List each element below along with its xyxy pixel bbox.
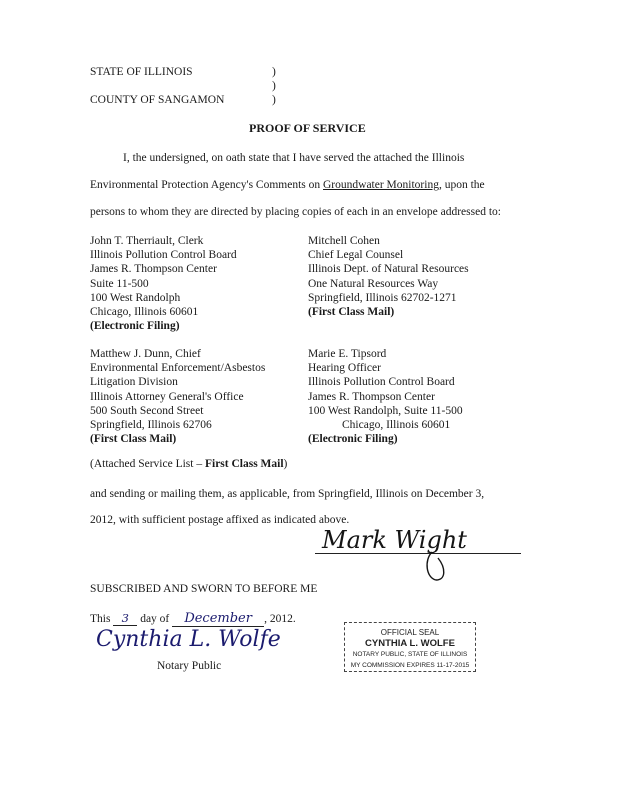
address-line: Springfield, Illinois 62702-1271 [308, 291, 457, 304]
body-line-1: I, the undersigned, on oath state that I have served the attached the Illinois [123, 152, 465, 164]
address-line: Mitchell Cohen [308, 235, 380, 247]
caption-paren: ) [272, 80, 276, 92]
address-line: Chief Legal Counsel [308, 249, 404, 262]
address-line: Illinois Pollution Control Board [90, 249, 237, 262]
this-label: This [90, 613, 111, 625]
day-of-label: day of [140, 613, 170, 625]
notary-signature: Cynthia L. Wolfe [96, 627, 281, 652]
address-line: James R. Thompson Center [90, 263, 217, 276]
delivery-method: (First Class Mail) [90, 433, 177, 446]
address-line: 100 West Randolph [90, 291, 181, 304]
address-line: Environmental Enforcement/Asbestos [90, 362, 266, 375]
delivery-method: (Electronic Filing) [308, 433, 398, 446]
address-line: Illinois Attorney General's Office [90, 390, 244, 403]
attached-pre: (Attached Service List – [90, 458, 205, 470]
address-line: James R. Thompson Center [308, 390, 435, 403]
attached-method: First Class Mail [204, 458, 284, 470]
signature-flourish [420, 550, 450, 584]
address-line: Hearing Officer [308, 362, 381, 375]
recipient-block-cohen [308, 234, 469, 319]
address-line: Litigation Division [90, 376, 178, 389]
address-line: Springfield, Illinois 62706 [90, 419, 212, 432]
address-line: Matthew J. Dunn, Chief [90, 348, 201, 360]
body-line-2-pre: Environmental Protection Agency's Comments on [90, 179, 323, 191]
address-line: Marie E. Tipsord [308, 348, 387, 360]
body-line-2 [90, 179, 485, 191]
attached-service-list [90, 458, 287, 470]
day-value: 3 [113, 611, 137, 626]
notary-public-label: Notary Public [157, 660, 222, 672]
seal-line: OFFICIAL SEAL [380, 628, 440, 637]
document-title-link: Groundwater Monitoring [323, 179, 439, 191]
subscribed-line: SUBSCRIBED AND SWORN TO BEFORE ME [90, 583, 318, 595]
month-value: December [172, 611, 264, 627]
notary-date-line [90, 611, 296, 627]
closing-line-1: and sending or mailing them, as applicable, from Springfield, Illinois on December 3, [90, 488, 485, 500]
address-line: One Natural Resources Way [308, 277, 439, 290]
address-line: Chicago, Illinois 60601 [90, 306, 199, 319]
address-line: Suite 11-500 [90, 277, 149, 290]
body-line-2-post: , upon the [438, 179, 485, 191]
official-seal-stamp [344, 622, 476, 672]
seal-line: MY COMMISSION EXPIRES 11-17-2015 [350, 662, 470, 669]
recipient-block-tipsord [308, 347, 463, 446]
year-label: , 2012. [264, 613, 296, 625]
delivery-method: (Electronic Filing) [90, 320, 180, 333]
delivery-method: (First Class Mail) [308, 306, 395, 319]
server-signature: Mark Wight [322, 526, 467, 554]
recipient-block-dunn [90, 347, 265, 446]
county-caption: COUNTY OF SANGAMON [90, 94, 225, 106]
address-line: 500 South Second Street [90, 404, 204, 417]
caption-paren: ) [272, 66, 276, 78]
caption-paren: ) [272, 94, 276, 106]
state-caption: STATE OF ILLINOIS [90, 66, 193, 78]
page-title: PROOF OF SERVICE [249, 121, 366, 135]
address-line: Illinois Pollution Control Board [308, 376, 455, 389]
signature-line [315, 553, 521, 554]
body-line-3: persons to whom they are directed by placing copies of each in an envelope addressed to: [90, 206, 501, 218]
closing-line-2: 2012, with sufficient postage affixed as indicated above. [90, 514, 350, 526]
recipient-block-therriault [90, 234, 237, 333]
address-line: Chicago, Illinois 60601 [342, 419, 451, 432]
address-line: Illinois Dept. of Natural Resources [308, 263, 469, 276]
seal-line: CYNTHIA L. WOLFE [365, 638, 455, 649]
seal-line: NOTARY PUBLIC, STATE OF ILLINOIS [352, 651, 468, 658]
address-line: John T. Therriault, Clerk [90, 235, 204, 247]
attached-post: ) [283, 458, 288, 470]
address-line: 100 West Randolph, Suite 11-500 [308, 404, 463, 417]
